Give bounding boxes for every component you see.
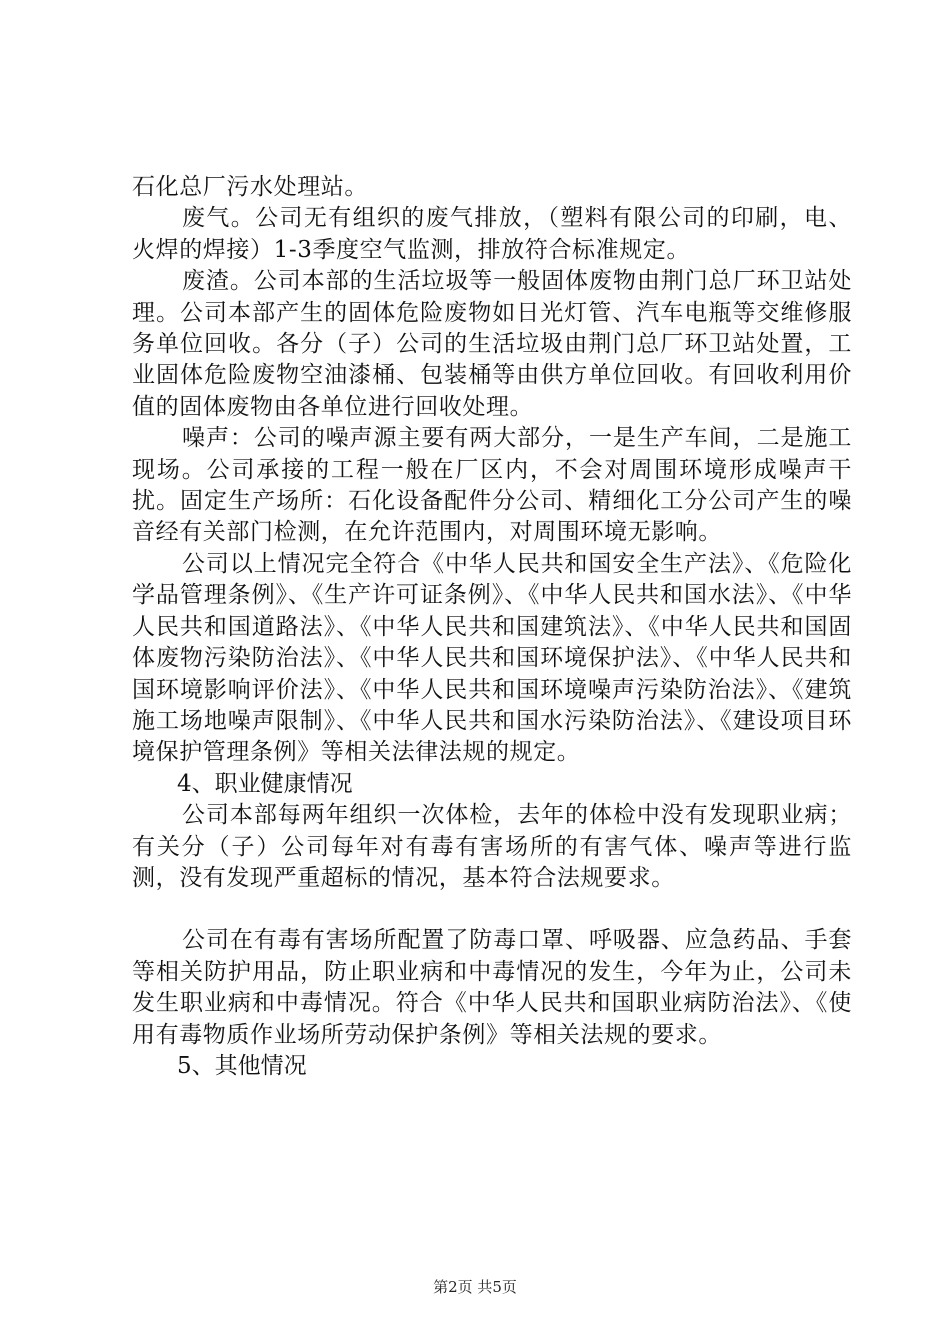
heading-occupational-health: 4、职业健康情况 xyxy=(177,770,353,797)
page-number-footer: 第2页 共5页 xyxy=(433,1278,517,1296)
paragraph-health-check: 公司本部每两年组织一次体检，去年的体检中没有发现职业病；有关分（子）公司每年对有毒有害场所的有害气体、噪声等进行监测，没有发现严重超标的情况，基本符合法规要求。 xyxy=(132,802,852,891)
heading-other-situations: 5、其他情况 xyxy=(177,1052,307,1079)
paragraph-gap xyxy=(132,894,852,925)
paragraph-waste-gas: 废气。公司无有组织的废气排放，（塑料有限公司的印刷，电、火焊的焊接）1-3季度空气监测，排放符合标准规定。 xyxy=(132,205,852,263)
paragraph-waste-residue: 废渣。公司本部的生活垃圾等一般固体废物由荆门总厂环卫站处理。公司本部产生的固体危险废物如日光灯管、汽车电瓶等交维修服务单位回收。各分（子）公司的生活垃圾由荆门总厂环卫站处置，工业固体危险废物空油漆桶、包装桶等由供方单位回收。有回收利用价值的固体废物由各单位进行回收处理。 xyxy=(132,268,852,420)
paragraph-protective-equipment: 公司在有毒有害场所配置了防毒口罩、呼吸器、应急药品、手套等相关防护用品，防止职业病和中毒情况的发生，今年为止，公司未发生职业病和中毒情况。符合《中华人民共和国职业病防治法》、《使用有毒物质作业场所劳动保护条例》等相关法规的要求。 xyxy=(132,927,852,1048)
document-body xyxy=(132,172,852,1082)
paragraph-law-compliance: 公司以上情况完全符合《中华人民共和国安全生产法》、《危险化学品管理条例》、《生产许可证条例》、《中华人民共和国水法》、《中华人民共和国道路法》、《中华人民共和国建筑法》、《中华人民共和国固体废物污染防治法》、《中华人民共和国环境保护法》、《中华人民共和国环境影响评价法》、《中华人民共和国环境噪声污染防治法》、《建筑施工场地噪声限制》、《中华人民共和国水污染防治法》、《建设项目环境保护管理条例》等相关法律法规的规定。 xyxy=(132,550,852,766)
paragraph-wastewater-end: 石化总厂污水处理站。 xyxy=(132,174,368,200)
paragraph-noise: 噪声：公司的噪声源主要有两大部分，一是生产车间，二是施工现场。公司承接的工程一般在厂区内，不会对周围环境形成噪声干扰。固定生产场所：石化设备配件分公司、精细化工分公司产生的噪音经有关部门检测，在允许范围内，对周围环境无影响。 xyxy=(132,425,852,546)
